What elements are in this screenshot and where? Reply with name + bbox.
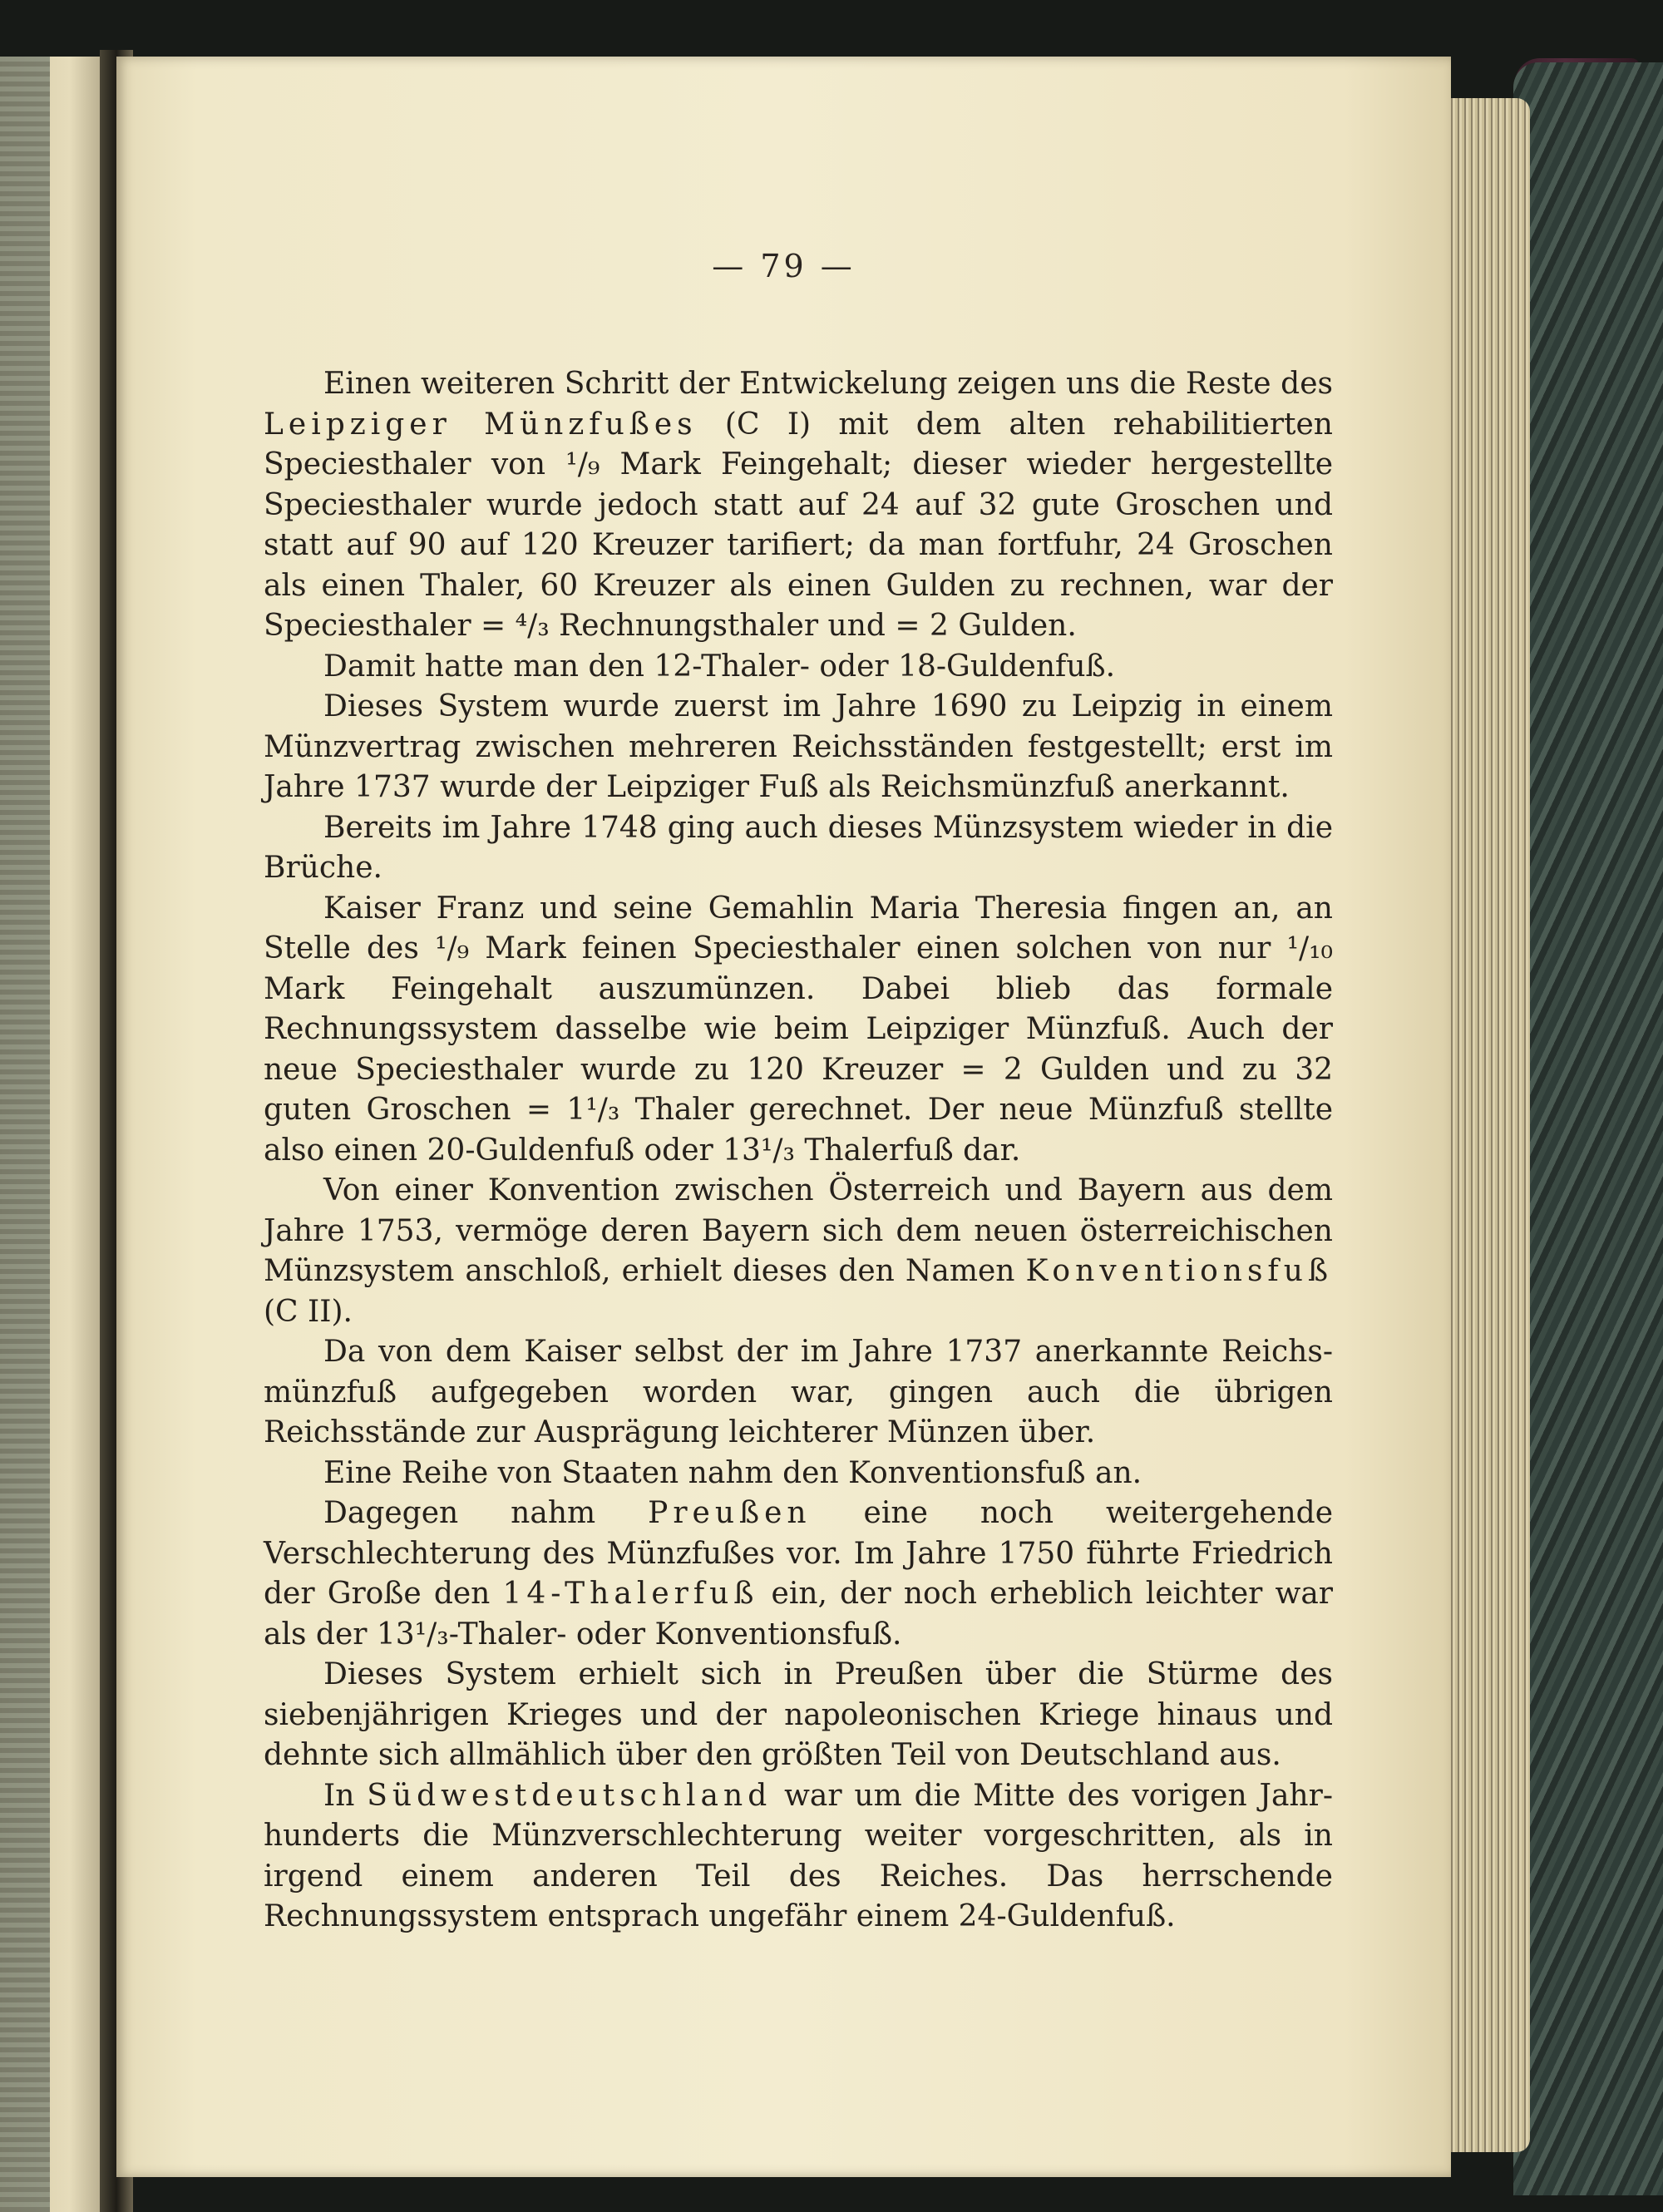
paragraph bbox=[264, 1776, 1333, 1938]
paragraph bbox=[264, 687, 1333, 808]
text-run: Dieses System wurde zuerst im Jahre 1690 zu Leipzig in einem Münzvertrag zwischen mehreren Reichsständen festgestellt; erst im Jahre 1737 wurde der Leipziger Fuß als Reichsmünzfuß anerkannt. bbox=[264, 689, 1333, 804]
page-text bbox=[264, 364, 1333, 1938]
paragraph bbox=[264, 1171, 1333, 1332]
marbled-cover-cloth bbox=[1513, 62, 1663, 2195]
text-run: war um die Mitte des vorigen Jahrhunderts die Münzverschlechterung weiter vorgeschritten, als in irgend einem anderen Teil des Reiches. Das herrschende Rechnungssystem entsprach ungefähr einem 24-Guldenfuß. bbox=[264, 1778, 1333, 1933]
left-page-edge bbox=[0, 57, 116, 2212]
text-run: Dieses System erhielt sich in Preußen über die Stürme des siebenjährigen Krieges und der napoleonischen Kriege hinaus und dehnte sich allmählich über den größten Teil von Deutschland aus. bbox=[264, 1657, 1333, 1772]
paragraph bbox=[264, 1494, 1333, 1655]
paragraph bbox=[264, 364, 1333, 647]
emphasized-text: 14-Thalerfuß bbox=[502, 1577, 759, 1611]
text-run: Bereits im Jahre 1748 ging auch dieses Münzsystem wieder in die Brüche. bbox=[264, 810, 1333, 885]
paragraph bbox=[264, 1454, 1333, 1494]
text-run: Dagegen nahm bbox=[323, 1496, 649, 1530]
text-run: In bbox=[323, 1778, 368, 1813]
page-number: — 79 — bbox=[712, 248, 856, 284]
emphasized-text: Südwestdeutschland bbox=[367, 1778, 772, 1813]
text-run: ein, der noch erheblich leichter war als der 13¹/₃-Thaler- oder Konventionsfuß. bbox=[264, 1577, 1333, 1652]
text-run: Da von dem Kaiser selbst der im Jahre 1737 anerkannte Reichsmünzfuß aufgegeben worden war, gingen auch die übrigen Reichsstände zur Ausprägung leichterer Münzen über. bbox=[264, 1335, 1333, 1449]
book-page bbox=[116, 57, 1451, 2177]
page-block-edges bbox=[1448, 98, 1530, 2152]
text-run: Eine Reihe von Staaten nahm den Konventionsfuß an. bbox=[323, 1455, 1142, 1490]
text-run: eine noch weitergehende Verschlechterung des Münzfußes vor. Im Jahre 1750 führte Friedrich der Große den bbox=[264, 1496, 1333, 1611]
text-run: Von einer Konvention zwischen Österreich und Bayern aus dem Jahre 1753, vermöge deren Bayern sich dem neuen österreichischen Münzsystem anschloß, erhielt dieses den Namen bbox=[264, 1173, 1333, 1288]
text-run: Einen weiteren Schritt der Entwickelung zeigen uns die Reste des bbox=[323, 367, 1333, 401]
paragraph bbox=[264, 1655, 1333, 1776]
text-run: Damit hatte man den 12-Thaler- oder 18-Guldenfuß. bbox=[323, 649, 1116, 684]
text-run: (C II). bbox=[264, 1294, 353, 1329]
paragraph bbox=[264, 1332, 1333, 1454]
emphasized-text: Konventionsfuß bbox=[1025, 1254, 1333, 1288]
paragraph bbox=[264, 889, 1333, 1172]
emphasized-text: Preußen bbox=[648, 1496, 812, 1530]
paragraph bbox=[264, 808, 1333, 889]
text-run: (C I) mit dem alten rehabilitierten Speciesthaler von ¹/₉ Mark Feingehalt; dieser wieder hergestellte Speciesthaler wurde jedoch statt auf 24 auf 32 gute Groschen und statt auf 90 auf 120 Kreuzer tarifiert; da man fortfuhr, 24 Groschen als einen Thaler, 60 Kreuzer als einen Gulden zu rechnen, war der Speciesthaler = ⁴/₃ Rechnungsthaler und = 2 Gulden. bbox=[264, 407, 1333, 643]
text-run: Kaiser Franz und seine Gemahlin Maria Theresia fingen an, an Stelle des ¹/₉ Mark feinen Speciesthaler einen solchen von nur ¹/₁₀ Mark Feingehalt auszumünzen. Dabei blieb das formale Rechnungssystem dasselbe wie beim Leipziger Münzfuß. Auch der neue Speciesthaler wurde zu 120 Kreuzer = 2 Gulden und zu 32 guten Groschen = 1¹/₃ Thaler gerechnet. Der neue Münzfuß stellte also einen 20-Guldenfuß oder 13¹/₃ Thalerfuß dar. bbox=[264, 891, 1333, 1168]
paragraph bbox=[264, 647, 1333, 688]
emphasized-text: Leipziger Münzfußes bbox=[264, 407, 698, 442]
